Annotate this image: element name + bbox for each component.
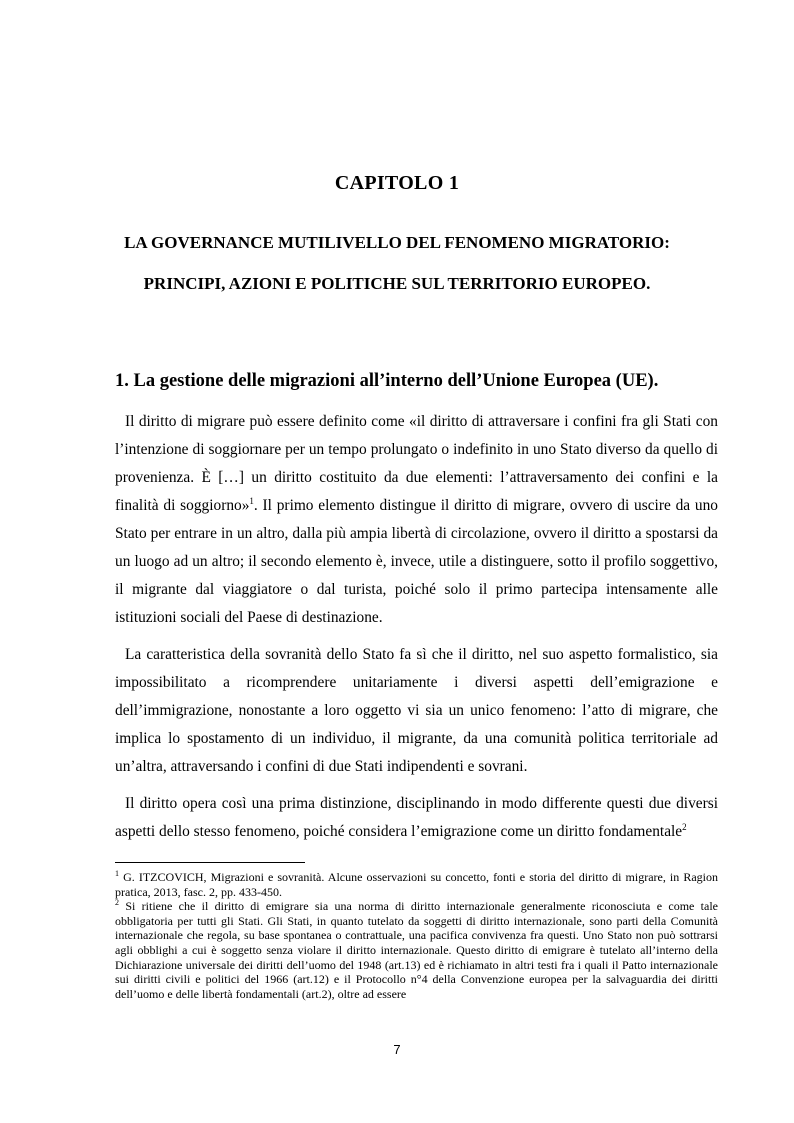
footnote-ref-2[interactable]: 2	[682, 821, 687, 832]
paragraph-2: La caratteristica della sovranità dello Stato fa sì che il diritto, nel suo aspetto formalistico, sia impossibilitato a ricomprendere unitariamente i diversi aspetti dell’emigrazione e dell’immigrazione, nonostante a loro oggetto vi sia un unico fenomeno: l’atto di migrare, che implica lo spostamento di un individuo, il migrante, da una comunità politica territoriale ad un’altra, attraversando i confini di due Stati indipendenti e sovrani.	[115, 646, 718, 775]
paragraph-1	[115, 408, 718, 632]
paragraph-3	[115, 790, 718, 846]
footnote-1	[115, 870, 718, 899]
paragraph-1-text-a: Il diritto di migrare può essere definito come «il diritto di attraversare i confini fra gli Stati con l’intenzione di soggiornare per un tempo prolungato o indefinito in uno Stato diverso da quello di provenienza. È […] un diritto costituito da due elementi: l’attraversamento dei confini e la finalità di soggiorno»	[115, 413, 718, 514]
footnote-ref-1[interactable]: 1	[249, 495, 254, 506]
footnote-2-number: 2	[115, 898, 119, 908]
chapter-subtitle-line-1: LA GOVERNANCE MUTILIVELLO DEL FENOMENO MIGRATORIO:	[124, 233, 670, 252]
paragraph-3-text: Il diritto opera così una prima distinzione, disciplinando in modo differente questi due diversi aspetti dello stesso fenomeno, poiché considera l’emigrazione come un diritto fondamentale	[115, 795, 718, 840]
footnote-2-text: Si ritiene che il diritto di emigrare sia una norma di diritto internazionale generalmente riconosciuta e come tale obbligatoria per tutti gli Stati. Gli Stati, in quanto tutelato da soggetti di diritto internazionale, sono parti della Comunità internazionale che regola, su base spontanea o contrattuale, una pacifica convivenza fra questi. Uno Stato non può sottrarsi agli obblighi a cui è soggetto senza violare il diritto internazionale. Questo diritto di emigrare è tutelato all’interno della Dichiarazione universale dei diritti dell’uomo del 1948 (art.13) ed è richiamato in altri testi fra i quali il Patto internazionale sui diritti civili e politici del 1966 (art.12) e il Protocollo n°4 della Convenzione europea per la salvaguardia dei diritti dell’uomo e delle libertà fondamentali (art.2), oltre ad essere	[115, 899, 718, 1001]
page-number: 7	[393, 1042, 401, 1057]
footnotes	[115, 870, 718, 1001]
footnote-1-number: 1	[115, 869, 119, 878]
chapter-title: CAPITOLO 1	[334, 172, 460, 194]
section-heading: 1. La gestione delle migrazioni all’interno dell’Unione Europea (UE).	[115, 371, 659, 391]
footnote-separator	[115, 862, 305, 863]
paragraph-1-text-b: . Il primo elemento distingue il diritto di migrare, ovvero di uscire da uno Stato per entrare in un altro, dalla più ampia libertà di circolazione, ovvero il diritto a spostarsi da un luogo ad un altro; il secondo elemento è, invece, utile a distinguere, sotto il profilo soggettivo, il migrante dal viaggiatore o dal turista, poiché solo il primo partecipa intensamente alle istituzioni sociali del Paese di destinazione.	[115, 497, 718, 626]
footnote-1-text: G. ITZCOVICH, Migrazioni e sovranità. Alcune osservazioni su concetto, fonti e storia del diritto di migrare, in Ragion pratica, 2013, fasc. 2, pp. 433-450.	[115, 870, 718, 899]
footnote-2	[115, 899, 718, 1001]
chapter-subtitle-line-2: PRINCIPI, AZIONI E POLITICHE SUL TERRITORIO EUROPEO.	[143, 274, 651, 293]
